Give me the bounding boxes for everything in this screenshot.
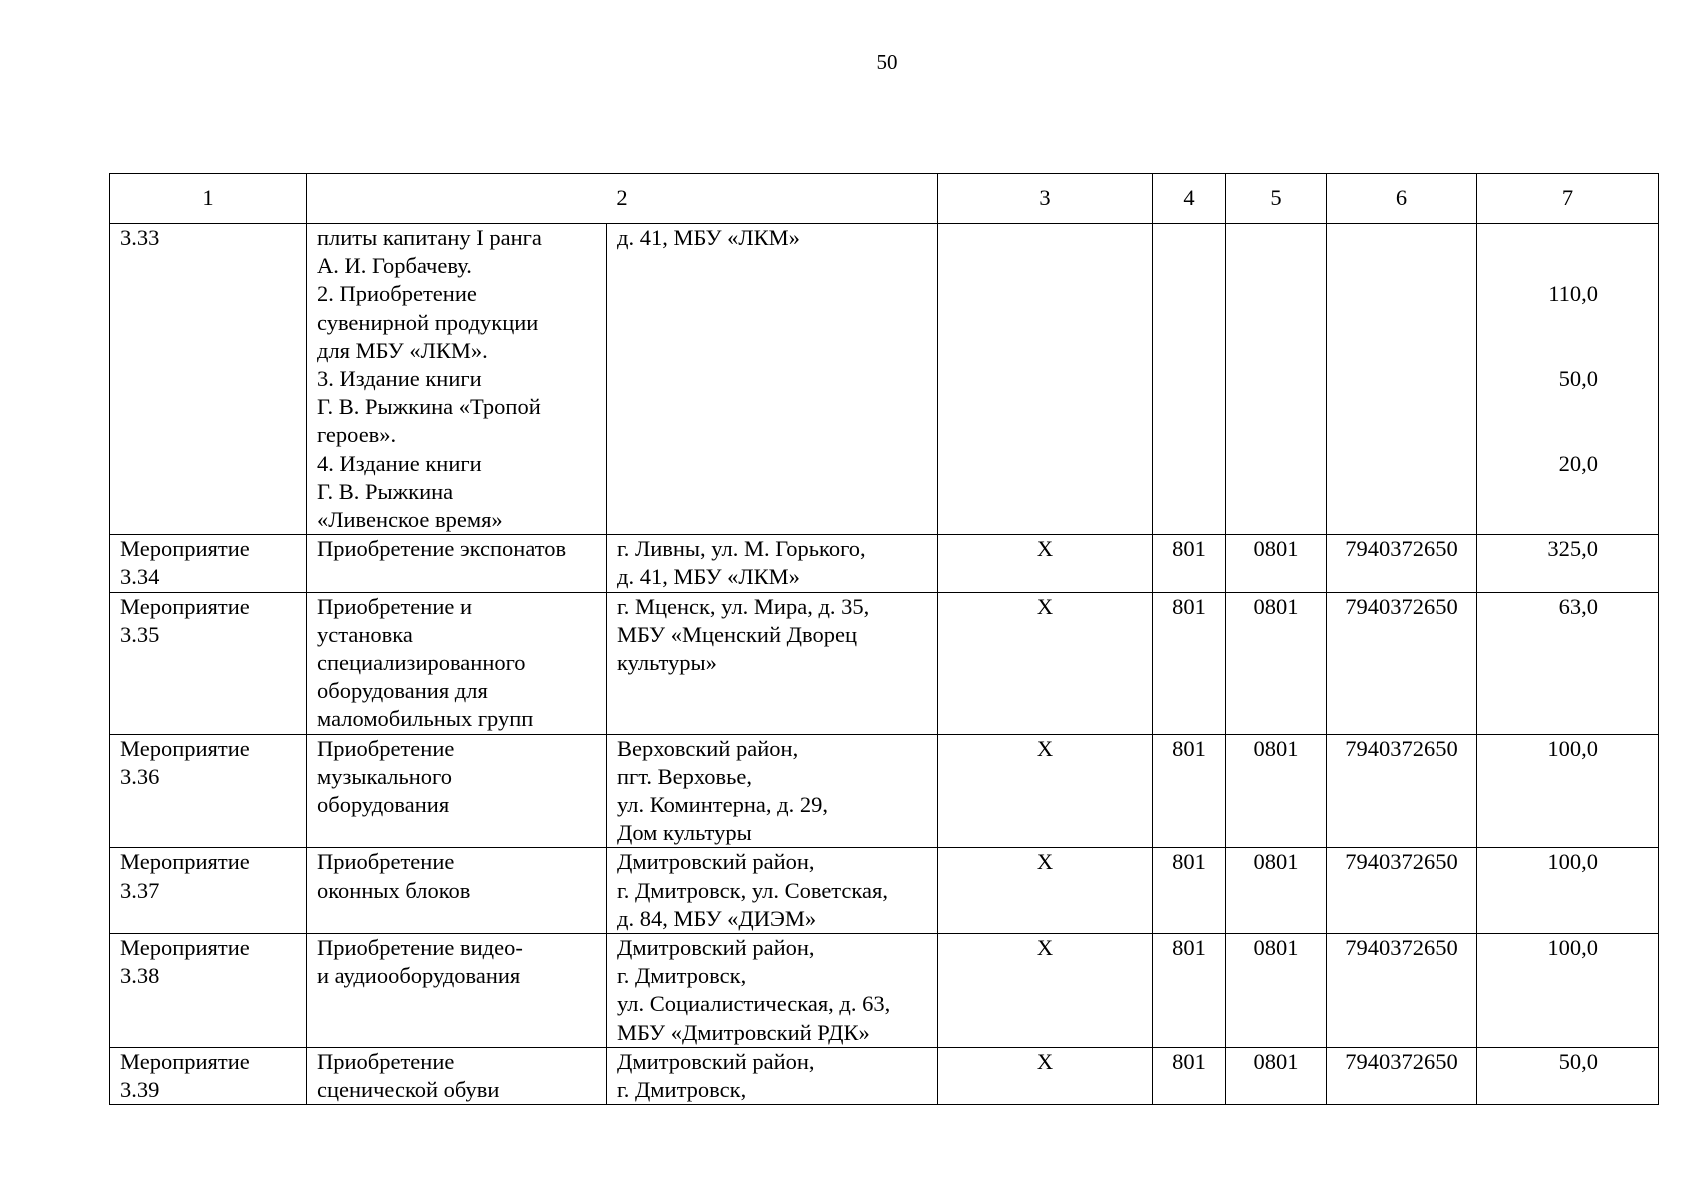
cell-col3: Х: [938, 848, 1153, 934]
budget-table: [109, 173, 1659, 1105]
cell-col3: Х: [938, 592, 1153, 734]
cell-name: Приобретение экспонатов: [307, 535, 607, 592]
cell-col3: Х: [938, 535, 1153, 592]
cell-col5: 0801: [1226, 934, 1327, 1048]
cell-col4: 801: [1153, 1047, 1226, 1104]
page-number: 50: [876, 50, 898, 74]
table-row: [110, 848, 1659, 934]
cell-name: Приобретение сценической обуви: [307, 1047, 607, 1104]
cell-address: Дмитровский район, г. Дмитровск, ул. Советская, д. 84, МБУ «ДИЭМ»: [607, 848, 938, 934]
cell-col4: [1153, 224, 1226, 535]
cell-col4: 801: [1153, 734, 1226, 848]
cell-col4: 801: [1153, 934, 1226, 1048]
cell-address: Дмитровский район, г. Дмитровск,: [607, 1047, 938, 1104]
cell-col4: 801: [1153, 535, 1226, 592]
cell-col6: 7940372650: [1327, 592, 1477, 734]
cell-address: г. Ливны, ул. М. Горького, д. 41, МБУ «ЛКМ»: [607, 535, 938, 592]
cell-col7: 100,0: [1477, 734, 1659, 848]
cell-col4: 801: [1153, 848, 1226, 934]
cell-col7: 50,0: [1477, 1047, 1659, 1104]
cell-col5: 0801: [1226, 1047, 1327, 1104]
cell-address: г. Мценск, ул. Мира, д. 35, МБУ «Мценский Дворец культуры»: [607, 592, 938, 734]
table-row: [110, 1047, 1659, 1104]
cell-id: Мероприятие 3.34: [110, 535, 307, 592]
cell-col6: 7940372650: [1327, 734, 1477, 848]
cell-col6: 7940372650: [1327, 934, 1477, 1048]
cell-name: Приобретение оконных блоков: [307, 848, 607, 934]
table-row: [110, 592, 1659, 734]
cell-id: 3.33: [110, 224, 307, 535]
table-row: [110, 734, 1659, 848]
cell-col6: 7940372650: [1327, 848, 1477, 934]
header-cell-5: 5: [1226, 174, 1327, 224]
cell-col3: Х: [938, 934, 1153, 1048]
cell-id: Мероприятие 3.39: [110, 1047, 307, 1104]
cell-col3: [938, 224, 1153, 535]
cell-col3: Х: [938, 734, 1153, 848]
cell-col6: [1327, 224, 1477, 535]
cell-col3: Х: [938, 1047, 1153, 1104]
header-cell-2: 2: [307, 174, 938, 224]
cell-col6: 7940372650: [1327, 1047, 1477, 1104]
cell-name: Приобретение видео- и аудиооборудования: [307, 934, 607, 1048]
cell-id: Мероприятие 3.35: [110, 592, 307, 734]
table-header-row: [110, 174, 1659, 224]
cell-col5: 0801: [1226, 592, 1327, 734]
cell-col5: 0801: [1226, 535, 1327, 592]
cell-col7: 110,0 50,0 20,0: [1477, 224, 1659, 535]
header-cell-7: 7: [1477, 174, 1659, 224]
cell-name: Приобретение и установка специализированного оборудования для маломобильных групп: [307, 592, 607, 734]
cell-address: Верховский район, пгт. Верховье, ул. Коминтерна, д. 29, Дом культуры: [607, 734, 938, 848]
cell-col7: 325,0: [1477, 535, 1659, 592]
cell-name: Приобретение музыкального оборудования: [307, 734, 607, 848]
cell-col5: [1226, 224, 1327, 535]
header-cell-3: 3: [938, 174, 1153, 224]
cell-col7: 100,0: [1477, 934, 1659, 1048]
cell-id: Мероприятие 3.38: [110, 934, 307, 1048]
cell-id: Мероприятие 3.36: [110, 734, 307, 848]
cell-col7: 100,0: [1477, 848, 1659, 934]
header-cell-6: 6: [1327, 174, 1477, 224]
header-cell-4: 4: [1153, 174, 1226, 224]
cell-col5: 0801: [1226, 848, 1327, 934]
table-row-continuation: [110, 224, 1659, 535]
header-cell-1: 1: [110, 174, 307, 224]
cell-id: Мероприятие 3.37: [110, 848, 307, 934]
cell-address: Дмитровский район, г. Дмитровск, ул. Социалистическая, д. 63, МБУ «Дмитровский РДК»: [607, 934, 938, 1048]
cell-name: плиты капитану I ранга А. И. Горбачеву. 2. Приобретение сувенирной продукции для МБУ «ЛКМ». 3. Издание книги Г. В. Рыжкина «Тропой героев». 4. Издание книги Г. В. Рыжкина «Ливенское время»: [307, 224, 607, 535]
cell-col4: 801: [1153, 592, 1226, 734]
cell-address: д. 41, МБУ «ЛКМ»: [607, 224, 938, 535]
cell-col5: 0801: [1226, 734, 1327, 848]
cell-col6: 7940372650: [1327, 535, 1477, 592]
cell-col7: 63,0: [1477, 592, 1659, 734]
table-row: [110, 535, 1659, 592]
table-row: [110, 934, 1659, 1048]
